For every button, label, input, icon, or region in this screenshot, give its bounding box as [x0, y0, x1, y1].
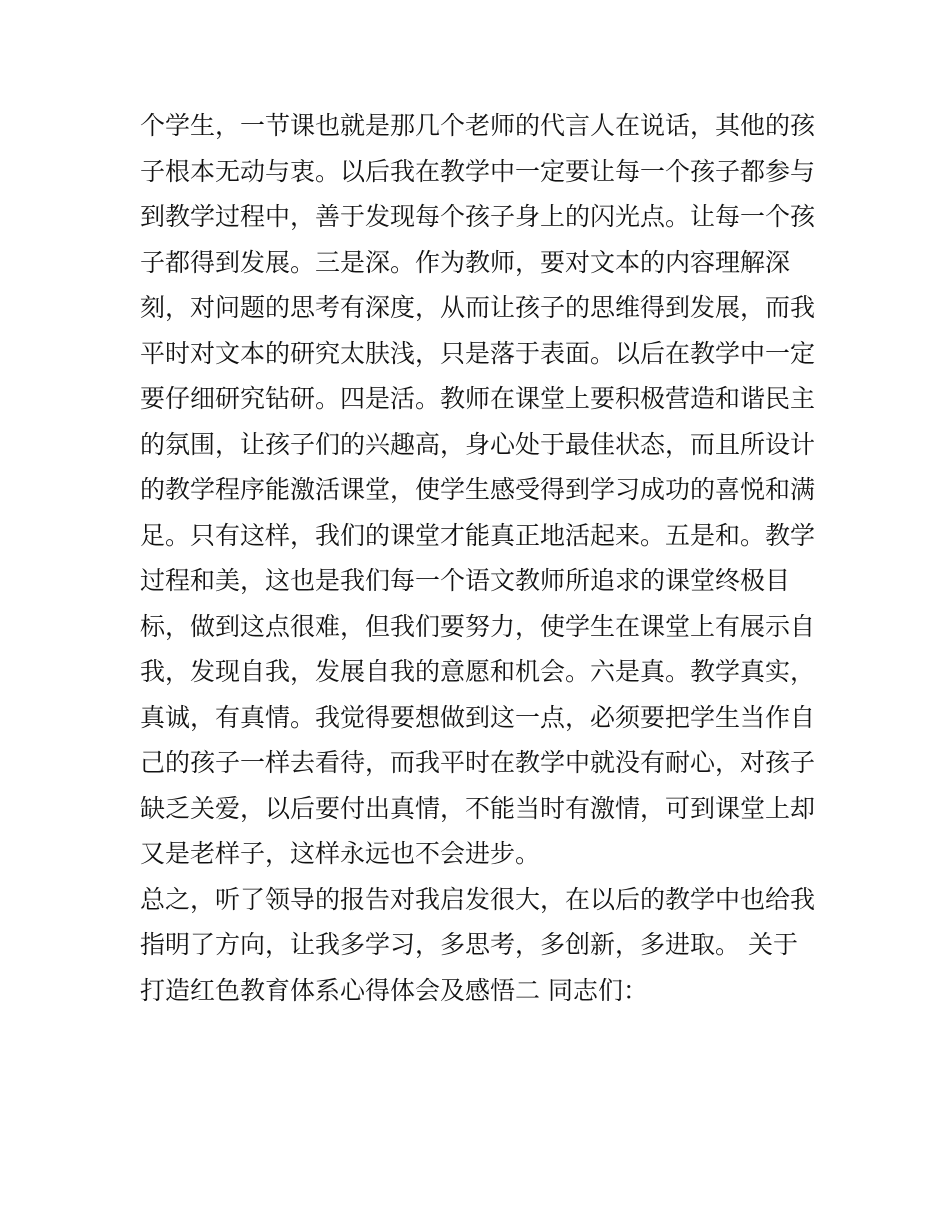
body-text [140, 103, 820, 1013]
text-line: 己的孩子一样去看待，而我平时在教学中就没有耐心，对孩子 [140, 748, 816, 777]
text-line: 要仔细研究钻研。四是活。教师在课堂上要积极营造和谐民主 [140, 384, 816, 413]
text-line: 到教学过程中，善于发现每个孩子身上的闪光点。让每一个孩 [140, 202, 816, 231]
text-line: 我，发现自我，发展自我的意愿和机会。六是真。教学真实， [140, 657, 816, 686]
text-line: 又是老样子，这样永远也不会进步。 [140, 839, 541, 868]
text-line: 的氛围，让孩子们的兴趣高，身心处于最佳状态，而且所设计 [140, 429, 816, 459]
text-line: 过程和美，这也是我们每一个语文教师所追求的课堂终极目 [140, 566, 791, 595]
text-line: 标，做到这点很难，但我们要努力，使学生在课堂上有展示自 [140, 611, 816, 641]
text-line: 足。只有这样，我们的课堂才能真正地活起来。五是和。教学 [140, 520, 816, 550]
text-line: 刻，对问题的思考有深度，从而让孩子的思维得到发展，而我 [140, 293, 816, 322]
text-line: 指明了方向，让我多学习，多思考，多创新，多进取。 关于 [140, 930, 798, 959]
text-line: 平时对文本的研究太肤浅，只是落于表面。以后在教学中一定 [140, 338, 816, 368]
text-line: 总之，听了领导的报告对我启发很大，在以后的教学中也给我 [140, 884, 816, 914]
text-line: 子都得到发展。三是深。作为教师，要对文本的内容理解深 [140, 247, 791, 277]
text-line: 打造红色教育体系心得体会及感悟二 同志们： [140, 975, 648, 1005]
text-line: 个学生，一节课也就是那几个老师的代言人在说话，其他的孩 [140, 111, 816, 140]
text-line: 的教学程序能激活课堂，使学生感受得到学习成功的喜悦和满 [140, 475, 816, 504]
text-line: 缺乏关爱，以后要付出真情，不能当时有激情，可到课堂上却 [140, 793, 816, 823]
text-line: 真诚，有真情。我觉得要想做到这一点，必须要把学生当作自 [140, 702, 816, 732]
text-line: 子根本无动与衷。以后我在教学中一定要让每一个孩子都参与 [140, 156, 816, 186]
